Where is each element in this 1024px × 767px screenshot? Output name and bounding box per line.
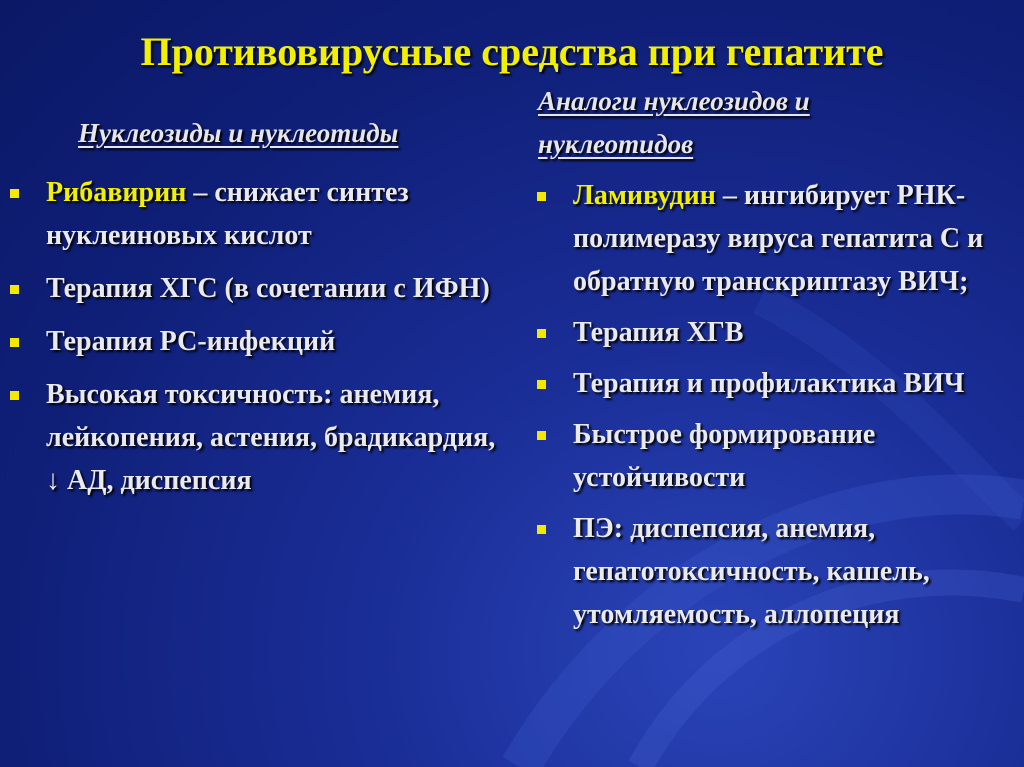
list-item-ribavirin [10,171,500,257]
list-item-resistance [537,413,1015,499]
list-item-lamivudine [537,174,1015,303]
list-item-text: Высокая токсичность: анемия, лейкопения, астения, брадикардия, ↓ АД, диспепсия [46,379,496,496]
left-column-heading: Нуклеозиды и нуклеотиды [78,118,399,148]
drug-name: Ламивудин [573,180,716,211]
bullet-square-icon [537,525,546,534]
list-item-text: Быстрое формирование устойчивости [573,419,876,493]
bullet-square-icon [10,338,19,347]
list-item-text: – ингибирует РНК-полимеразу вируса гепатита С и обратную транскриптазу ВИЧ; [573,180,984,297]
drug-name: Рибавирин [46,177,187,208]
list-item-therapy-hcv [10,267,500,310]
right-column-heading: Аналоги нуклеозидов и нуклеотидов [538,86,810,159]
list-item-text: – снижает синтез нуклеиновых кислот [46,177,409,251]
right-column-list [537,174,1015,644]
bullet-square-icon [537,329,546,338]
list-item-text: ПЭ: диспепсия, анемия, гепатотоксичность, кашель, утомляемость, аллопеция [573,513,930,630]
bullet-square-icon [537,380,546,389]
list-item-text: Терапия и профилактика ВИЧ [573,368,965,399]
list-item-side-effects [537,507,1015,636]
left-column-list [10,171,500,512]
bullet-square-icon [10,391,19,400]
list-item-therapy-hbv [537,311,1015,354]
bullet-square-icon [537,192,546,201]
list-item-text: Терапия ХГВ [573,317,744,348]
list-item-therapy-rs [10,320,500,363]
list-item-therapy-hiv [537,362,1015,405]
bullet-square-icon [10,285,19,294]
list-item-toxicity [10,373,500,502]
bullet-square-icon [10,189,19,198]
page-title: Противовирусные средства при гепатите [140,29,884,74]
list-item-text: Терапия РС-инфекций [46,326,336,357]
bullet-square-icon [537,431,546,440]
list-item-text: Терапия ХГС (в сочетании с ИФН) [46,273,490,304]
